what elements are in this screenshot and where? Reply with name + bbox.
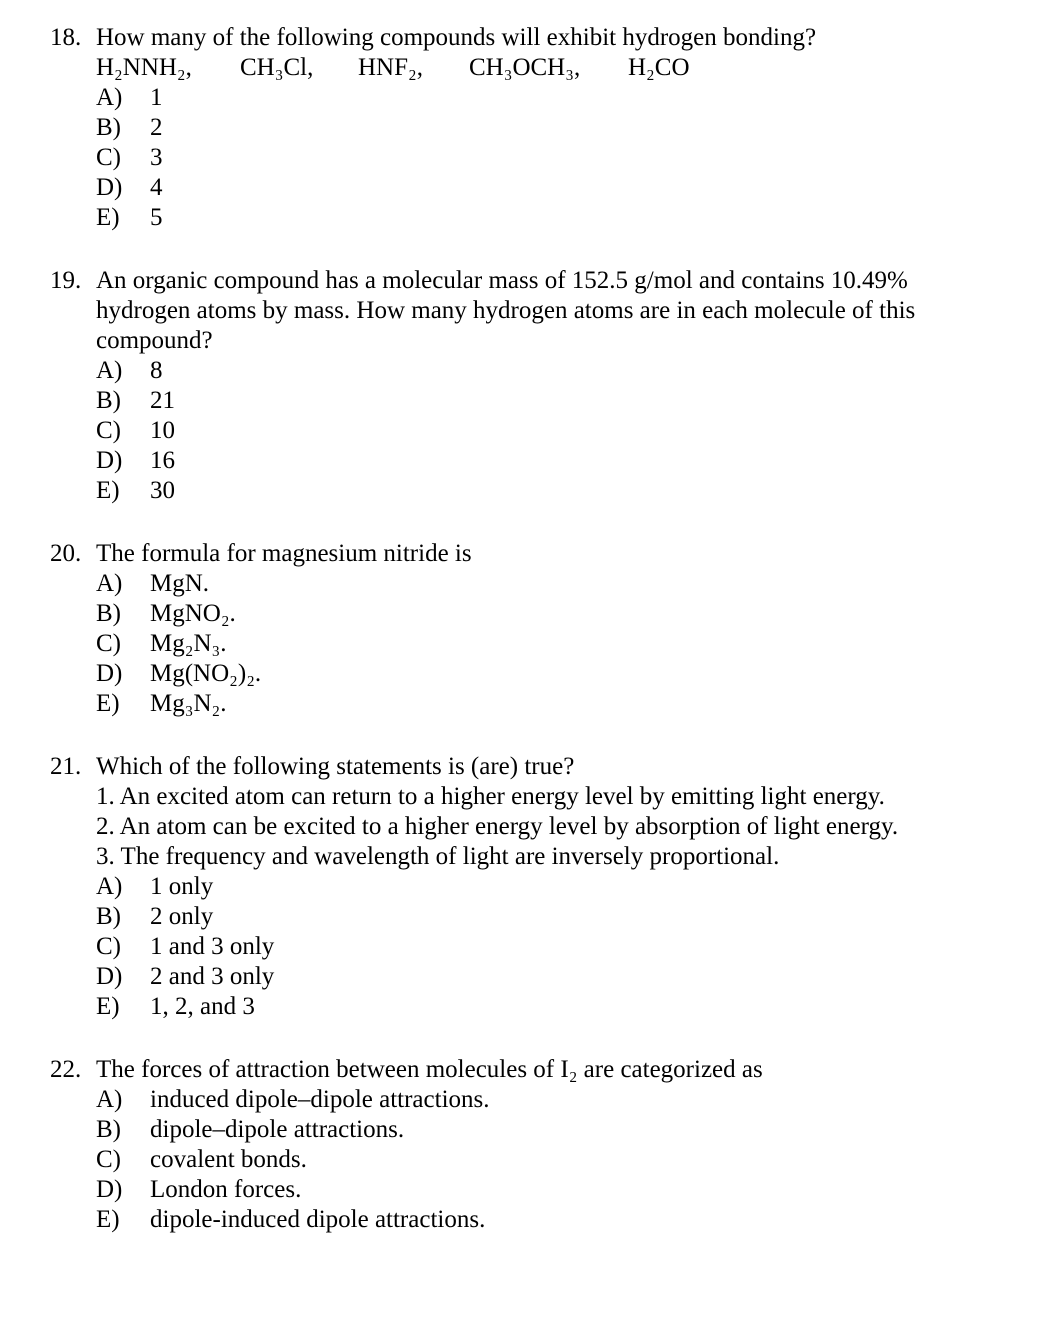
option-letter: D) [96,660,123,687]
formula: CH₃OCH₃, [469,54,581,81]
option-letter: A) [96,84,123,111]
answer-option [96,1115,1010,1145]
option-text: London forces. [150,1176,302,1203]
option-text: 5 [150,204,163,231]
option-letter: D) [96,963,123,990]
answer-option [96,569,1010,599]
option-letter: E) [96,690,120,717]
option-text: 1 and 3 only [150,933,275,960]
question-number: 18. [50,24,82,51]
answer-option [96,203,1010,233]
option-text: 2 and 3 only [150,963,275,990]
option-letter: C) [96,1146,121,1173]
answer-option [96,1085,1010,1115]
question-stem: How many of the following compounds will exhibit hydrogen bonding? [96,24,817,51]
option-letter: D) [96,447,123,474]
question-number: 19. [50,267,82,294]
option-text: 1, 2, and 3 [150,993,255,1020]
statement: 2. An atom can be excited to a higher energy level by absorption of light energy. [96,813,899,840]
option-letter: E) [96,993,120,1020]
option-letter: B) [96,1116,121,1143]
question-stem-line: An organic compound has a molecular mass of 152.5 g/mol and contains 10.49% [96,267,908,294]
answer-option [96,356,1010,386]
option-text: 10 [150,417,175,444]
option-text: 2 [150,114,163,141]
question-22 [50,1055,1010,1235]
answer-option [96,1145,1010,1175]
answer-option [96,113,1010,143]
option-text: MgNO₂. [150,600,236,627]
answer-option [96,143,1010,173]
option-letter: B) [96,114,121,141]
option-text: Mg₂N₃. [150,630,227,657]
question-body [96,539,1010,719]
option-letter: E) [96,477,120,504]
answer-option [96,872,1010,902]
option-text: dipole-induced dipole attractions. [150,1206,486,1233]
question-18 [50,23,1010,233]
option-text: induced dipole–dipole attractions. [150,1086,490,1113]
formula: H₂NNH₂, [96,54,192,81]
option-letter: D) [96,174,123,201]
answer-option [96,962,1010,992]
option-text: 16 [150,447,175,474]
answer-option [96,416,1010,446]
option-letter: D) [96,1176,123,1203]
option-letter: E) [96,204,120,231]
question-body [96,1055,1010,1235]
question-stem: The formula for magnesium nitride is [96,540,472,567]
option-letter: C) [96,417,121,444]
question-20 [50,539,1010,719]
option-text: Mg(NO₂)₂. [150,660,262,687]
formula: H₂CO [628,54,690,81]
formula-list [96,53,1010,83]
question-body [96,752,1010,1022]
formula: CH₃Cl, [240,54,314,81]
option-text: 30 [150,477,175,504]
question-21 [50,752,1010,1022]
option-text: dipole–dipole attractions. [150,1116,405,1143]
option-letter: A) [96,570,123,597]
answer-option [96,1175,1010,1205]
statement: 3. The frequency and wavelength of light are inversely proportional. [96,843,780,870]
question-number: 21. [50,753,82,780]
option-letter: B) [96,387,121,414]
question-stem: Which of the following statements is (are) true? [96,753,575,780]
question-stem-line: hydrogen atoms by mass. How many hydrogen atoms are in each molecule of this [96,297,916,324]
answer-option [96,599,1010,629]
option-text: 4 [150,174,163,201]
question-number: 22. [50,1056,82,1083]
answer-option [96,476,1010,506]
question-19 [50,266,1010,506]
question-number: 20. [50,540,82,567]
answer-option [96,932,1010,962]
answer-option [96,992,1010,1022]
answer-option [96,689,1010,719]
answer-option [96,659,1010,689]
formula: HNF₂, [358,54,423,81]
option-letter: C) [96,630,121,657]
answer-option [96,446,1010,476]
option-text: 2 only [150,903,214,930]
option-text: covalent bonds. [150,1146,307,1173]
answer-option [96,173,1010,203]
answer-option [96,902,1010,932]
option-text: 8 [150,357,163,384]
option-text: Mg₃N₂. [150,690,227,717]
answer-option [96,1205,1010,1235]
option-text: 1 only [150,873,214,900]
option-letter: C) [96,144,121,171]
option-text: 3 [150,144,163,171]
option-letter: C) [96,933,121,960]
question-body [96,266,1010,506]
option-letter: A) [96,1086,123,1113]
option-letter: B) [96,903,121,930]
option-letter: E) [96,1206,120,1233]
statement: 1. An excited atom can return to a higher energy level by emitting light energy. [96,783,885,810]
answer-option [96,629,1010,659]
option-letter: B) [96,600,121,627]
answer-option [96,386,1010,416]
option-letter: A) [96,357,123,384]
answer-option [96,83,1010,113]
option-letter: A) [96,873,123,900]
question-body [96,23,1010,233]
option-text: 21 [150,387,175,414]
question-stem-line: compound? [96,327,213,354]
option-text: MgN. [150,570,210,597]
question-stem: The forces of attraction between molecules of I₂ are categorized as [96,1056,763,1083]
option-text: 1 [150,84,163,111]
